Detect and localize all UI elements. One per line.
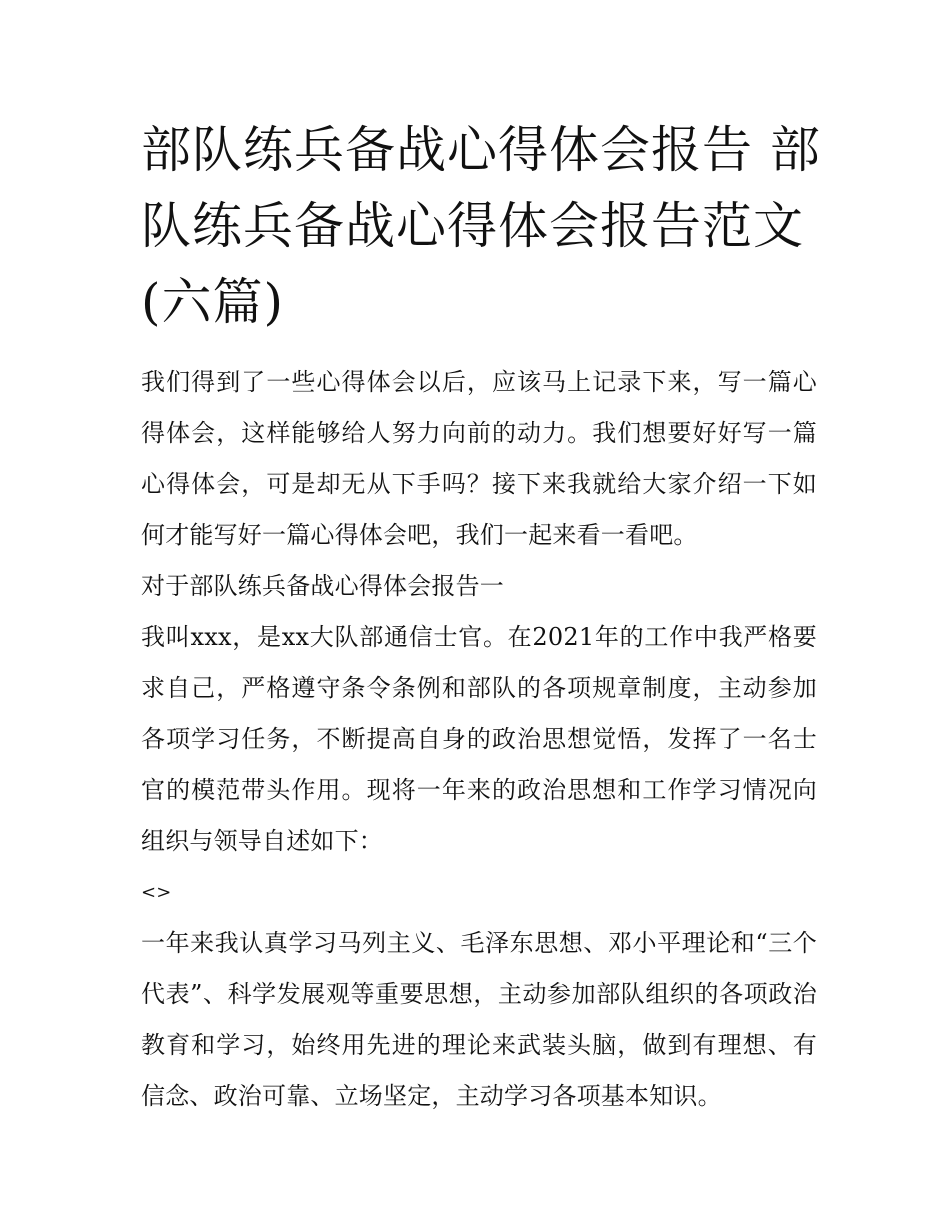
intro-paragraph: 我们得到了一些心得体会以后，应该马上记录下来，写一篇心得体会，这样能够给人努力向前的动力。我们想要好好写一篇心得体会，可是却无从下手吗？接下来我就给大家介绍一下如何才能写好一篇心得体会吧，我们一起来看一看吧。: [141, 368, 817, 549]
document-body: [141, 357, 817, 1122]
section-heading: 对于部队练兵备战心得体会报告一: [141, 572, 504, 600]
document-title: 部队练兵备战心得体会报告 部队练兵备战心得体会报告范文(六篇): [141, 121, 821, 331]
body-paragraph-2: 一年来我认真学习马列主义、毛泽东思想、邓小平理论和“三个代表”、科学发展观等重要思想，主动参加部队组织的各项政治教育和学习，始终用先进的理论来武装头脑，做到有理想、有信念、政治可靠、立场坚定，主动学习各项基本知识。: [141, 929, 817, 1110]
placeholder-marker: <>: [141, 882, 172, 903]
body-paragraph-1: 我叫xxx，是xx大队部通信士官。在2021年的工作中我严格要求自己，严格遵守条令条例和部队的各项规章制度，主动参加各项学习任务，不断提高自身的政治思想觉悟，发挥了一名士官的模范带头作用。现将一年来的政治思想和工作学习情况向组织与领导自述如下：: [141, 623, 817, 855]
